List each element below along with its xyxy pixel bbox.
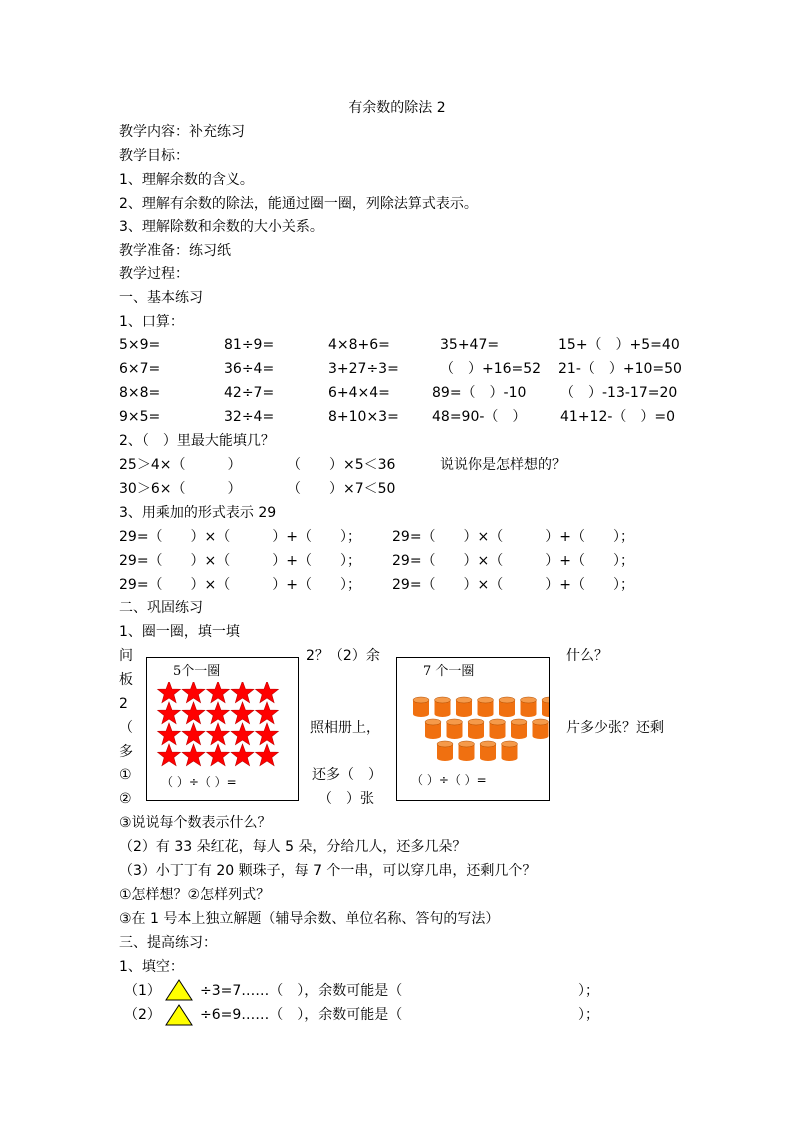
partial-text: 多: [119, 744, 133, 760]
section2-line: ③说说每个数表示什么？: [119, 815, 272, 831]
section3-heading: 三、提高练习：: [119, 935, 217, 951]
star-icon: [231, 723, 254, 745]
cylinder-icon: [478, 697, 494, 717]
section2-line: （3）小丁丁有 20 颗珠子，每 7 个一串，可以穿几串，还剩几个？: [119, 863, 537, 879]
partial-text: 什么？: [566, 648, 608, 664]
star-icon: [231, 702, 254, 724]
cylinders-box-label: 7 个一圈: [423, 664, 475, 679]
star-icon: [256, 702, 279, 724]
stars-group: [147, 682, 298, 782]
stars-box-formula: （ ）÷（ ）=: [161, 775, 237, 789]
oral-cell: 41+12-（ ）=0: [560, 409, 676, 425]
oral-cell: （ ）-13-17=20: [560, 385, 678, 401]
oral-cell: 8+10×3=: [328, 409, 399, 425]
section2-line: ③在 1 号本上独立解题（辅导余数、单位名称、答句的写法）: [119, 911, 500, 927]
goal-1: 1、理解余数的含义。: [119, 172, 254, 188]
q3-expr: 29=（ ）×（ ）+（ ）；: [119, 529, 362, 545]
q2-cell: （ ）×5＜36: [287, 457, 396, 473]
teaching-prep: 教学准备：练习纸: [119, 243, 231, 259]
q2-heading: 2、（ ）里最大能填几？: [119, 433, 275, 449]
section1-heading: 一、基本练习: [119, 290, 203, 306]
section2-heading: 二、巩固练习: [119, 600, 203, 616]
partial-text: 2？（2）余: [306, 648, 380, 664]
q3-expr: 29=（ ）×（ ）+（ ）；: [119, 577, 362, 593]
partial-text: 片多少张？还剩: [566, 720, 664, 736]
goal-heading: 教学目标：: [119, 148, 189, 164]
cylinder-icon: [521, 697, 537, 717]
q3-heading: 3、用乘加的形式表示 29: [119, 505, 277, 521]
oral-cell: 89=（ ）-10: [432, 385, 527, 401]
triangle-icon: [165, 1004, 193, 1026]
oral-cell: 9×5=: [119, 409, 161, 425]
fill-item-num: （2）: [124, 1007, 161, 1023]
partial-text: （ ）张: [318, 791, 374, 807]
goal-2: 2、理解有余数的除法，能通过圈一圈，列除法算式表示。: [119, 196, 478, 212]
fill-blank-heading: 1、填空：: [119, 959, 184, 975]
star-icon: [158, 723, 181, 745]
cylinder-icon: [480, 741, 496, 761]
q3-expr: 29=（ ）×（ ）+（ ）；: [392, 553, 635, 569]
star-icon: [182, 682, 205, 703]
oral-cell: 81÷9=: [224, 337, 275, 353]
oral-cell: 48=90-（ ）: [432, 409, 527, 425]
star-icon: [231, 682, 254, 703]
cylinder-icon: [502, 741, 518, 761]
star-icon: [207, 682, 230, 703]
star-icon: [207, 723, 230, 745]
oral-cell: 5×9=: [119, 337, 161, 353]
cylinder-icon: [533, 719, 549, 739]
oral-cell: 15+（ ）+5=40: [558, 337, 680, 353]
q3-expr: 29=（ ）×（ ）+（ ）；: [119, 553, 362, 569]
q2-cell: 说说你是怎样想的？: [440, 457, 566, 473]
fill-item-end: ）；: [578, 983, 599, 999]
page-title: 有余数的除法 2: [348, 100, 446, 116]
oral-cell: 21-（ ）+10=50: [558, 361, 682, 377]
oral-cell: （ ）+16=52: [440, 361, 542, 377]
teaching-content: 教学内容：补充练习: [119, 124, 245, 140]
cylinder-icon: [413, 697, 429, 717]
partial-text: ①: [119, 767, 132, 783]
oral-cell: 8×8=: [119, 385, 161, 401]
star-icon: [231, 744, 254, 766]
star-icon: [256, 744, 279, 766]
star-icon: [182, 723, 205, 745]
star-icon: [158, 744, 181, 766]
q2-cell: 30＞6×（ ）: [119, 481, 242, 497]
star-icon: [256, 682, 279, 703]
star-icon: [256, 723, 279, 745]
star-icon: [182, 744, 205, 766]
section2-line: （2）有 33 朵红花，每人 5 朵，分给几人，还多几朵？: [119, 839, 467, 855]
stars-box-label: 5个一圈: [173, 664, 221, 679]
q3-expr: 29=（ ）×（ ）+（ ）；: [392, 529, 635, 545]
cylinder-icon: [425, 719, 441, 739]
circle-fill-heading: 1、圈一圈，填一填: [119, 624, 240, 640]
goal-3: 3、理解除数和余数的大小关系。: [119, 219, 324, 235]
oral-cell: 4×8+6=: [328, 337, 390, 353]
partial-text: 还多（ ）: [312, 767, 382, 783]
cylinder-icon: [456, 697, 472, 717]
oral-cell: 42÷7=: [224, 385, 275, 401]
section2-line: ①怎样想？②怎样列式？: [119, 887, 271, 903]
star-icon: [182, 702, 205, 724]
star-icon: [158, 682, 181, 703]
fill-item-num: （1）: [124, 983, 161, 999]
star-icon: [207, 702, 230, 724]
oral-cell: 35+47=: [440, 337, 500, 353]
q2-cell: 25＞4×（ ）: [119, 457, 242, 473]
partial-text: （: [119, 720, 133, 736]
cylinder-icon: [499, 697, 515, 717]
cylinder-icon: [447, 719, 463, 739]
cylinder-icon: [435, 697, 451, 717]
cylinders-box: [396, 657, 550, 801]
star-icon: [158, 702, 181, 724]
teaching-process: 教学过程：: [119, 266, 189, 282]
fill-item-expr: ÷6=9……（ ），余数可能是（: [200, 1007, 403, 1023]
oral-heading: 1、口算：: [119, 314, 184, 330]
partial-text: 照相册上，: [310, 720, 380, 736]
partial-text: 板: [119, 672, 133, 688]
star-icon: [207, 744, 230, 766]
cylinder-icon: [459, 741, 475, 761]
q2-cell: （ ）×7＜50: [287, 481, 396, 497]
fill-item-expr: ÷3=7……（ ），余数可能是（: [200, 983, 403, 999]
cylinder-icon: [437, 741, 453, 761]
cylinders-box-formula: （ ）÷（ ）=: [411, 773, 487, 787]
oral-cell: 32÷4=: [224, 409, 275, 425]
cylinder-icon: [542, 697, 549, 717]
q3-expr: 29=（ ）×（ ）+（ ）；: [392, 577, 635, 593]
partial-text: 2: [119, 696, 128, 712]
cylinder-icon: [468, 719, 484, 739]
partial-text: 问: [119, 648, 133, 664]
oral-cell: 3+27÷3=: [328, 361, 399, 377]
cylinders-group: [397, 692, 549, 782]
triangle-icon: [165, 979, 193, 1001]
cylinder-icon: [490, 719, 506, 739]
partial-text: ②: [119, 791, 132, 807]
oral-cell: 6+4×4=: [328, 385, 390, 401]
cylinder-icon: [511, 719, 527, 739]
fill-item-end: ）；: [578, 1007, 599, 1023]
stars-box: [146, 657, 299, 801]
oral-cell: 6×7=: [119, 361, 161, 377]
oral-cell: 36÷4=: [224, 361, 275, 377]
